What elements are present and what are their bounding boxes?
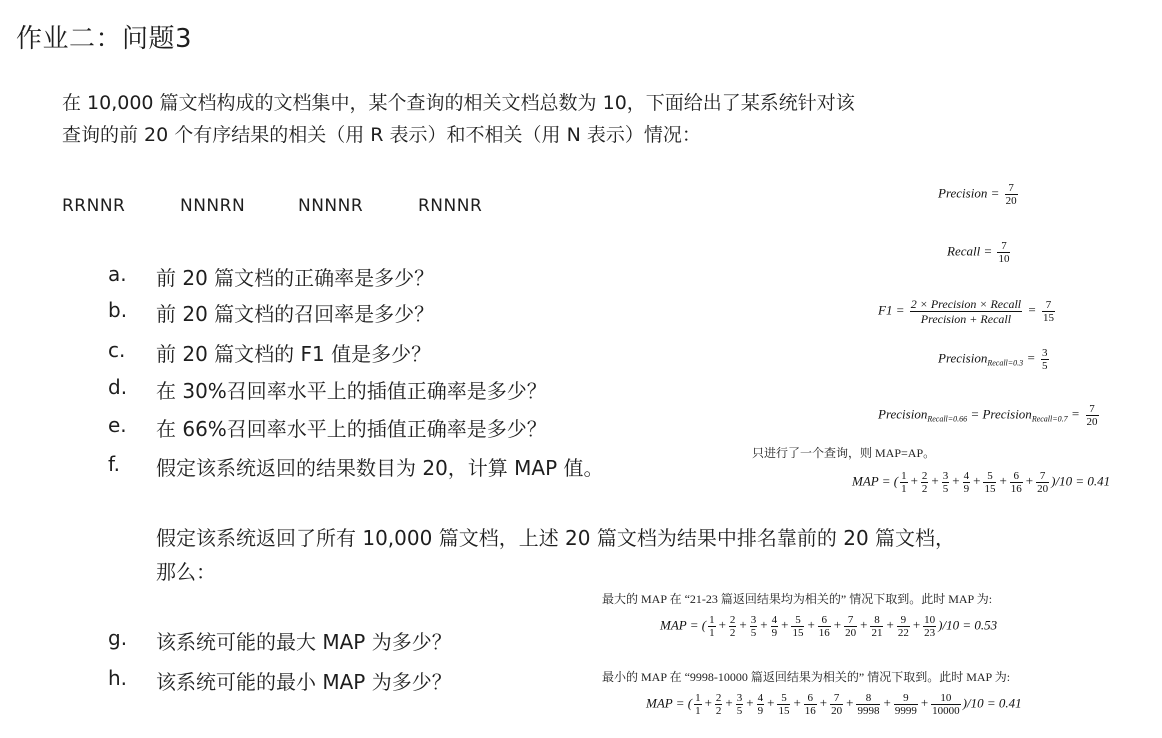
question-label: e.	[108, 413, 127, 437]
sequence-2: NNNRN	[180, 196, 246, 216]
fraction: $\frac{1}{1}$	[901, 470, 907, 495]
fraction: $\frac{4}{9}$	[963, 470, 970, 495]
fraction: $\frac{6}{16}$	[1010, 470, 1022, 495]
question-label: b.	[108, 298, 128, 322]
plus-sign: +	[1025, 473, 1034, 489]
question-label: c.	[108, 338, 126, 362]
question-text: 该系统可能的最小 MAP 为多少？	[156, 670, 452, 694]
fraction: $\frac{6}{16}$	[804, 692, 816, 717]
plus-sign: +	[704, 695, 712, 711]
answer-precision: Precision = $\frac{7}{20}$	[938, 182, 1017, 207]
fraction: $\frac{3}{5}$	[736, 692, 743, 717]
question-text: 该系统可能的最大 MAP 为多少？	[156, 630, 452, 654]
fraction: $\frac{7}{20}$	[845, 614, 857, 639]
map-note: 只进行了一个查询，则 MAP=AP。	[752, 446, 936, 460]
fraction: $\frac{2}{2}$	[715, 692, 722, 717]
fraction: $\frac{9}{9999}$	[894, 692, 917, 717]
question-label: h.	[108, 666, 128, 690]
fraction: $\frac{10}{23}$	[924, 614, 936, 639]
fraction: $\frac{5}{15}$	[984, 470, 996, 495]
fraction: $\frac{7}{20}$	[1037, 470, 1049, 495]
plus-sign: +	[767, 695, 775, 711]
plus-sign: +	[781, 617, 789, 633]
question-label: d.	[108, 375, 128, 399]
max-map-note: 最大的 MAP 在 “21-23 篇返回结果均为相关的” 情况下取到。此时 MAP 为:	[602, 592, 993, 606]
question-text: 在 66%召回率水平上的插值正确率是多少？	[156, 417, 547, 441]
plus-sign: +	[860, 617, 868, 633]
fraction: $\frac{10}{10000}$	[932, 692, 960, 717]
fraction: $\frac{7}{20}$	[831, 692, 843, 717]
fraction: $\frac{6}{16}$	[818, 614, 830, 639]
answer-precision-recall-0-3: Precision$_{Recall=0.3}$ = $\frac{3}{5}$	[938, 347, 1048, 372]
question-text: 前 20 篇文档的 F1 值是多少？	[156, 342, 432, 366]
plus-sign: +	[883, 695, 891, 711]
plus-sign: +	[910, 473, 918, 489]
plus-sign: +	[819, 695, 828, 711]
fraction: $\frac{1}{1}$	[695, 692, 701, 717]
plus-sign: +	[931, 473, 939, 489]
fraction: $\frac{5}{15}$	[778, 692, 790, 717]
fraction: $\frac{4}{9}$	[771, 614, 778, 639]
intro-line-1: 在 10,000 篇文档构成的文档集中，某个查询的相关文档总数为 10，下面给出了某系统针对该	[62, 92, 855, 114]
answer-map-max: MAP = ( $\frac{1}{1}$ + $\frac{2}{2}$ + $\frac{3}{5}$ + $\frac{4}{9}$ + $\frac{5}{15}$ + $\frac{6}{16}$ + $\frac{7}{20}$ + $\frac{8}{21}$ + $\frac{9}{22}$ + $\frac{10}{23}$ )/10 = 0.53	[660, 614, 998, 639]
fraction: $\frac{9}{22}$	[897, 614, 909, 639]
plus-sign: +	[718, 617, 726, 633]
plus-sign: +	[912, 617, 921, 633]
page-title: 作业二：问题3	[16, 24, 193, 54]
question-text: 前 20 篇文档的正确率是多少？	[156, 266, 435, 290]
sequence-3: NNNNR	[298, 196, 364, 216]
answer-map-min: MAP = ( $\frac{1}{1}$ + $\frac{2}{2}$ + $\frac{3}{5}$ + $\frac{4}{9}$ + $\frac{5}{15}$ + $\frac{6}{16}$ + $\frac{7}{20}$ + $\frac{8}{9998}$ + $\frac{9}{9999}$ + $\frac{10}{10000}$ )/10 = 0.41	[646, 692, 1022, 717]
fraction: $\frac{8}{21}$	[871, 614, 883, 639]
plus-sign: +	[999, 473, 1007, 489]
question-label: g.	[108, 626, 128, 650]
plus-sign: +	[886, 617, 894, 633]
second-part-line-1: 假定该系统返回了所有 10,000 篇文档，上述 20 篇文档为结果中排名靠前的 20 篇文档，	[156, 526, 956, 550]
fraction: $\frac{4}{9}$	[757, 692, 764, 717]
fraction: $\frac{2}{2}$	[729, 614, 736, 639]
question-text: 在 30%召回率水平上的插值正确率是多少？	[156, 379, 547, 403]
plus-sign: +	[746, 695, 754, 711]
second-part-line-2: 那么：	[156, 560, 216, 584]
fraction: $\frac{3}{5}$	[750, 614, 757, 639]
question-text: 前 20 篇文档的召回率是多少？	[156, 302, 435, 326]
plus-sign: +	[952, 473, 960, 489]
plus-sign: +	[793, 695, 801, 711]
sequence-1: RRNNR	[62, 196, 126, 216]
question-label: f.	[108, 452, 120, 476]
plus-sign: +	[725, 695, 733, 711]
fraction: $\frac{1}{1}$	[709, 614, 715, 639]
plus-sign: +	[833, 617, 842, 633]
fraction: $\frac{3}{5}$	[942, 470, 949, 495]
fraction: $\frac{5}{15}$	[792, 614, 804, 639]
fraction: $\frac{8}{9998}$	[857, 692, 880, 717]
answer-map: MAP = ( $\frac{1}{1}$ + $\frac{2}{2}$ + $\frac{3}{5}$ + $\frac{4}{9}$ + $\frac{5}{15}$ + $\frac{6}{16}$ + $\frac{7}{20}$ )/10 = 0.41	[852, 470, 1111, 495]
plus-sign: +	[760, 617, 768, 633]
intro-line-2: 查询的前 20 个有序结果的相关（用 R 表示）和不相关（用 N 表示）情况：	[62, 124, 701, 146]
question-text: 假定该系统返回的结果数目为 20，计算 MAP 值。	[156, 456, 604, 480]
plus-sign: +	[807, 617, 815, 633]
plus-sign: +	[973, 473, 981, 489]
plus-sign: +	[846, 695, 854, 711]
min-map-note: 最小的 MAP 在 “9998-10000 篇返回结果为相关的” 情况下取到。此时 MAP 为:	[602, 670, 1011, 684]
answer-f1: F1 = $\frac{\text{2 × Precision × Recall}}{\text{Precision + Recall}}$ = $\frac{7}{15}$	[878, 297, 1054, 326]
question-label: a.	[108, 262, 127, 286]
plus-sign: +	[739, 617, 747, 633]
answer-precision-recall-0-66: Precision$_{Recall=0.66}$ = Precision$_{Recall=0.7}$ = $\frac{7}{20}$	[878, 403, 1098, 428]
plus-sign: +	[920, 695, 929, 711]
sequence-4: RNNNR	[418, 196, 483, 216]
fraction: $\frac{2}{2}$	[921, 470, 928, 495]
answer-recall: Recall = $\frac{7}{10}$	[947, 240, 1010, 265]
